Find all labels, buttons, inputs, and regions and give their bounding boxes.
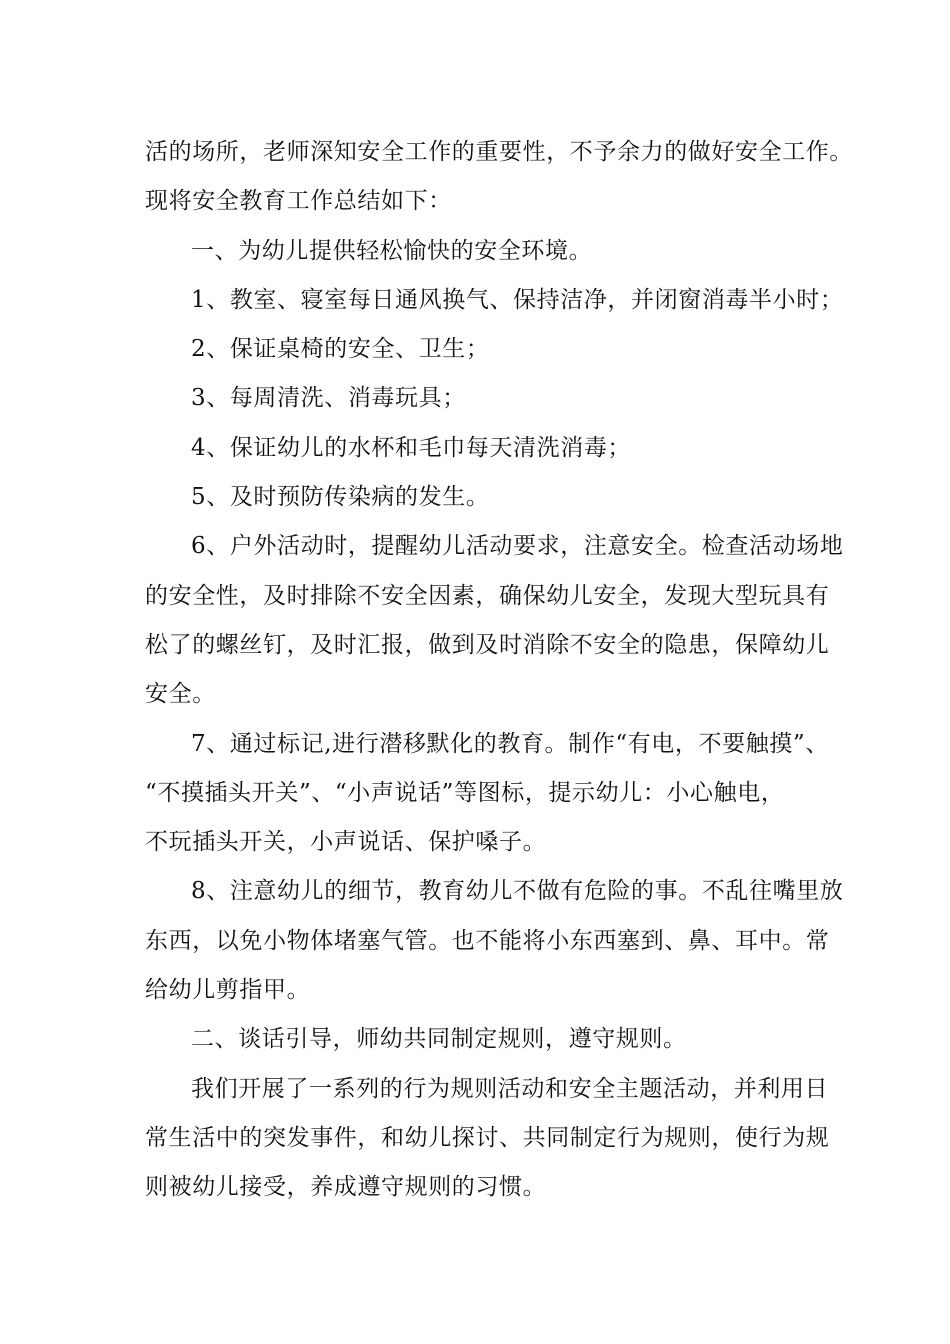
document-body — [145, 128, 853, 1213]
paragraph-line: 东西，以免小物体堵塞气管。也不能将小东西塞到、鼻、耳中。常 — [145, 927, 830, 954]
section-heading: 二、谈话引导，师幼共同制定规则，遵守规则。 — [191, 1026, 687, 1053]
list-item: 3、每周清洗、消毒玩具； — [191, 385, 466, 412]
list-item: 5、及时预防传染病的发生。 — [191, 484, 490, 511]
paragraph-line: “不摸插头开关”、“小声说话”等图标，提示幼儿：小心触电， — [145, 779, 785, 806]
list-item: 1、教室、寝室每日通风换气、保持洁净，并闭窗消毒半小时； — [191, 286, 844, 313]
paragraph-line: 给幼儿剪指甲。 — [145, 977, 311, 1004]
list-item: 8、注意幼儿的细节，教育幼儿不做有危险的事。不乱往嘴里放 — [191, 878, 844, 905]
list-item: 6、户外活动时，提醒幼儿活动要求，注意安全。检查活动场地 — [191, 533, 844, 560]
paragraph-line: 的安全性，及时排除不安全因素，确保幼儿安全，发现大型玩具有 — [145, 582, 830, 609]
paragraph-line: 常生活中的突发事件，和幼儿探讨、共同制定行为规则，使行为规 — [145, 1124, 830, 1151]
paragraph-line: 现将安全教育工作总结如下： — [145, 188, 452, 215]
paragraph-line: 不玩插头开关，小声说话、保护嗓子。 — [145, 829, 547, 856]
paragraph-line: 安全。 — [145, 681, 216, 708]
list-item: 4、保证幼儿的水杯和毛巾每天清洗消毒； — [191, 434, 632, 461]
list-item: 2、保证桌椅的安全、卫生； — [191, 336, 490, 363]
paragraph-line: 松了的螺丝钉，及时汇报，做到及时消除不安全的隐患，保障幼儿 — [145, 631, 830, 658]
list-item: 7、通过标记,进行潜移默化的教育。制作“有电，不要触摸”、 — [191, 730, 829, 757]
section-heading: 一、为幼儿提供轻松愉快的安全环境。 — [191, 237, 593, 264]
paragraph-line: 活的场所，老师深知安全工作的重要性，不予余力的做好安全工作。 — [145, 139, 853, 165]
paragraph-line: 我们开展了一系列的行为规则活动和安全主题活动，并利用日 — [191, 1075, 829, 1102]
paragraph-line: 则被幼儿接受，养成遵守规则的习惯。 — [145, 1174, 547, 1201]
